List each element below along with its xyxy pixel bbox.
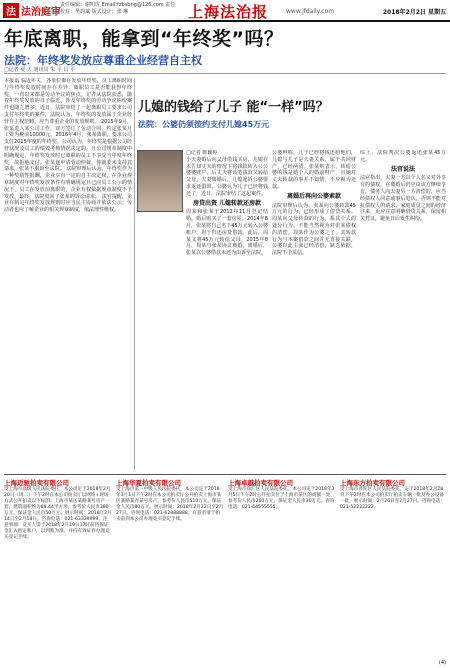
issue-date: 2018年2月2日 星期五 xyxy=(382,9,446,16)
side-col1-text: 小夫妻婚后向父母借钱买房，儿媳在未告知丈夫的情况下将钱款转入公公婆婆账户，后丈夫将该笔钱款又转给父母。夫妻离婚后，儿媳起诉公婆要求返还借款，公婆认为儿子已经将钱还了，近日，法院审结了这起案件。 xyxy=(186,156,268,197)
ad-title: 上海迈驰拍卖有限公司 xyxy=(4,479,69,487)
reporter-photo xyxy=(137,150,183,212)
ads-divider xyxy=(4,474,446,475)
main-article-body: 本报讯 临近年关，各单位都在发放年终奖，员工离职时间与年终奖发放时间存在差异。离职员工是否能获得年终奖，一直以来都是劳动争议的焦点。记者从法院获悉，随着年终奖发放的日子临近，涉及年终奖的劳动争议纠纷案件也随之增多。近日，法院审结了一起离职员工要求公司支付年终奖的案件，法院认为，年终奖的发放属于企业经营自主权范畴，应当尊重企业的发放规则。 2015年9月，张某进入某公司工作，双方签订了劳动合同，约定张某月工资为税前10000元。2016年4月，张某离职，要求公司支付2015年度的年终奖。公司认为，年终奖是根据公司经营状况及员工的绩效考核情况决定的，且公司规章制度中明确规定，年终奖发放时已离职的员工不享受当年度年终奖，故拒绝支付。张某遂申请劳动仲裁，仲裁委未支持其请求，张某不服诉至法院。 法院审理后认为，年终奖作为一种奖励性报酬，企业享有一定的自主决定权，在企业规章制度对年终奖发放条件有明确规定且已向员工公示的情况下，员工在发放前离职的，企业有权依据规章制度不予发放。最终，法院驳回了张某的诉讼请求。 法官提醒，企业在制定年终奖发放规则时应当民主协商并依法公示；劳动者也应了解企业的相关规章制度，依法理性维权。 xyxy=(4,78,132,214)
side-col2-subhead: 离婚后再向公婆索款 xyxy=(286,192,341,200)
side-article-col3 xyxy=(360,150,446,470)
side-col1b-text: 周某和张某于2012年11月登记结婚，婚后购买了一套房屋。2014年8月，张某将自己名下45万元转入公婆账户，用于归还房贷借款。此后，周某又将45万元转给父母。2015年8月，周某与张某协议离婚。离婚后，张某以公婆借款未还为由诉至法院。 xyxy=(186,209,268,257)
ad-body: 受上海市高级人民法院委托，本公司定于2018年2月20日（周二）下午2时在本公司拍卖厅以网络+现场方式公开拍卖以下标的：上海市某区某路某号房产一套，建筑面积约为89.44平方米，参考价人民币380万元，保证金人民币50万元。展示时间：2018年2月14日至2月18日。咨询电话：021-63339999。注意事项：竞买人需于2018年2月19日17时前将保证金汇入指定账户，以到账为准，并持有效证件办理竞买登记手续。 xyxy=(4,487,112,540)
side-col3b-text: 法官指出，夫妻一方以个人名义对外享有的债权，在离婚后仍应由该方继续享有，债务人向夫妻另一方清偿的，应当经债权人同意或事后追认，否则不能对抗债权人的请求。家庭成员之间的经济往来，更应注意明确借贷关系，保留相关凭证，避免日后发生纠纷。 xyxy=(360,175,446,223)
section-name xyxy=(3,3,61,18)
side-col2b-text: 法院审理后认为，张某向公婆转款45万元的行为，已经形成了借贷关系。周某向父母转款的行为，系其个人的处分行为，不能当然视为对张某债权的清偿。周某作为公婆之子，其转款行为与本案借款之间并无直接关联，公婆以此主张已经清偿，缺乏依据，法院不予采信。 xyxy=(272,202,356,257)
ad-block-2 xyxy=(116,478,224,660)
section-label: 法治庭审 xyxy=(21,7,61,18)
ad-title: 上海华夏拍卖有限公司 xyxy=(116,479,181,487)
main-headline: 年底离职，能拿到“年终奖”吗？ xyxy=(4,28,284,50)
ad-title: 上海东方拍卖有限公司 xyxy=(340,479,405,487)
side-col3-subhead: 法官说法 xyxy=(390,165,415,173)
site-url: www.jfdaily.com xyxy=(286,8,335,15)
side-article-header xyxy=(138,96,450,144)
page-header xyxy=(0,0,450,22)
ad-body: 受上海市第一中级人民法院委托，本公司定于2018年3月1日下午2时在本公司拍卖厅公开拍卖上海市某区某路某弄某号房产，参考价人民币510万元，保证金人民币80万元。展示时间：2018年2月22日至2月27日。咨询电话：021-62888888。有意者请于拍卖前到本公司办理竞买登记手续。 xyxy=(116,487,224,522)
ad-body: 受上海市徐汇区人民法院委托，本公司定于2018年3月5日下午2时公开拍卖位于上海市某区的商铺一处，参考价人民币260万元，保证金人民币30万元。咨询电话：021-64555555。 xyxy=(228,487,335,510)
side-article-subtitle: 法院：公婆仍须按约支付儿媳45万元 xyxy=(138,120,270,129)
side-reporter: □记者 陈颖婷 xyxy=(186,150,218,156)
side-col3-text: 综上，法院判决公婆返还张某45万元。 xyxy=(360,150,446,163)
ad-block-4 xyxy=(340,478,446,660)
side-col2-text: 公婆辩称，儿子已经将钱还给他们，儿媳与儿子是夫妻关系，属于共同财产，已经两清。张某则表示，转给公婆的钱是她个人的婚前财产，且她对丈夫转款的事并不知情，不应视为还款。 xyxy=(272,150,356,190)
ad-body: 受上海市普陀区人民法院委托，定于2018年2月28日下午2时在本公司拍卖厅拍卖车辆一批及办公设备一批，展示时间：2月26日至2月27日。咨询电话：021-52222222。 xyxy=(340,487,445,510)
ad-block-1 xyxy=(4,478,112,660)
ad-block-3 xyxy=(228,478,336,660)
page-number: (4) xyxy=(438,660,446,666)
newspaper-logo: 上海法治报 xyxy=(188,3,269,21)
main-byline: □记者 夏 天 通讯员 朱 平 吕 平 xyxy=(4,66,446,74)
editor-meta: 责任编辑：谢明虎 Email:fzbsbng@126.com 责任校对：吴韵斌 版式设计：张 琳 xyxy=(60,2,176,15)
side-article-col1 xyxy=(186,150,268,470)
main-subheadline: 法院：年终奖发放应尊重企业经营自主权 xyxy=(4,54,202,67)
section-icon: 法 xyxy=(3,3,19,18)
side-article-col2 xyxy=(272,150,356,470)
ad-title: 上海卓越拍卖有限公司 xyxy=(228,479,293,487)
side-col1-subhead: 房贷出资 儿媳转款还房款 xyxy=(192,199,262,207)
side-article-title: 儿媳的钱给了儿子 能“一样”吗？ xyxy=(138,100,329,115)
column-divider xyxy=(134,78,135,470)
